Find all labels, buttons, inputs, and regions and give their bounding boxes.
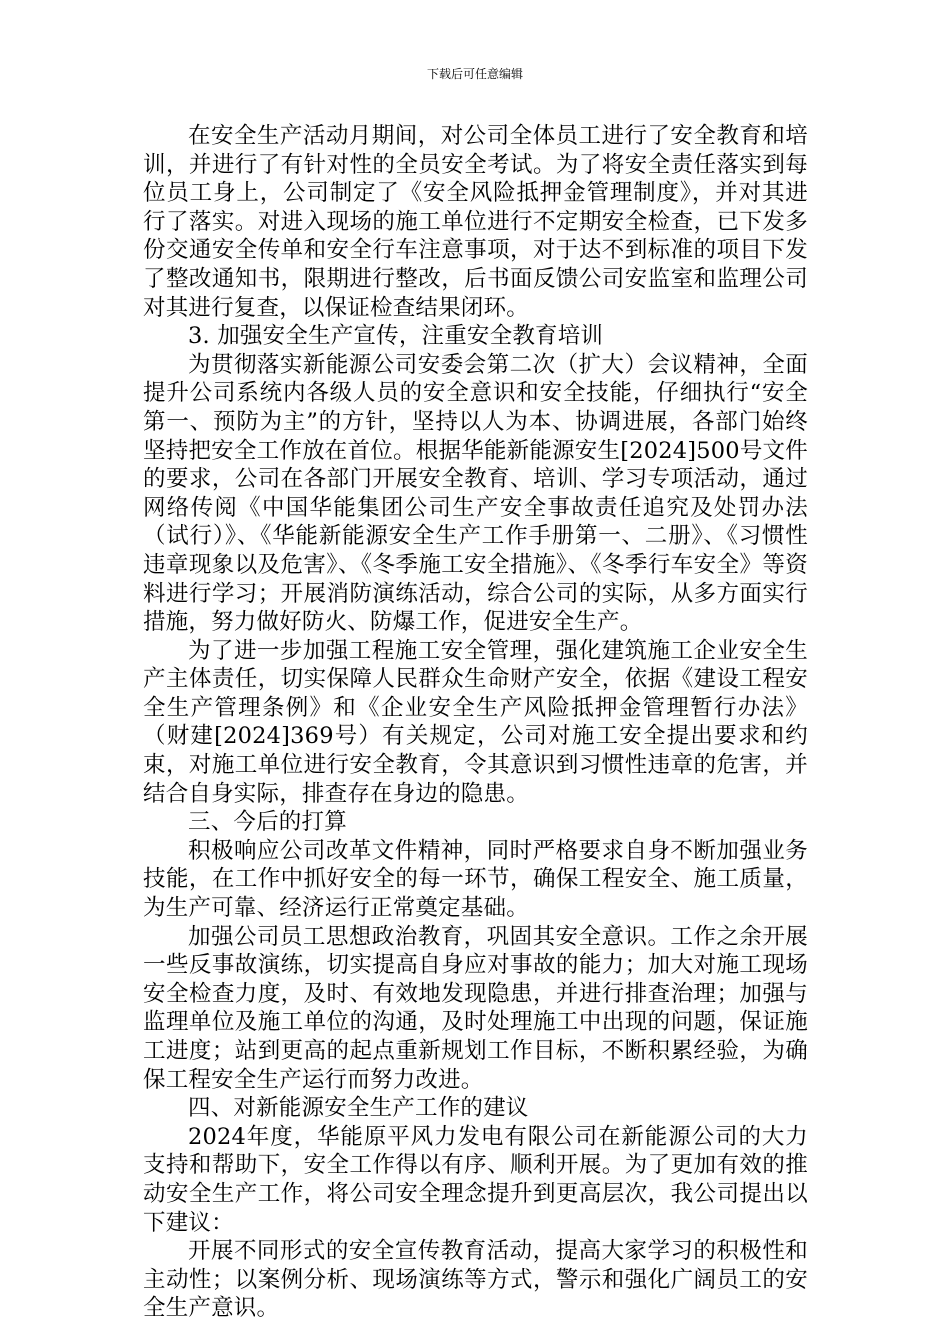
- document-body: [143, 122, 808, 1323]
- paragraph-safety-training: 为贯彻落实新能源公司安委会第二次（扩大）会议精神，全面提升公司系统内各级人员的安全意识和安全技能，仔细执行“安全第一、预防为主”的方针，坚持以人为本、协调进展，各部门始终坚持把安全工作放在首位。根据华能新能源安生[2024]500号文件的要求，公司在各部门开展安全教育、培训、学习专项活动，通过网络传阅《中国华能集团公司生产安全事故责任追究及处罚办法（试行）》、《华能新能源安全生产工作手册第一、二册》、《习惯性违章现象以及危害》、《冬季施工安全措施》、《冬季行车安全》等资料进行学习；开展消防演练活动，综合公司的实际，从多方面实行措施，努力做好防火、防爆工作，促进安全生产。: [143, 351, 808, 636]
- paragraph-suggestion-publicity: 开展不同形式的安全宣传教育活动，提高大家学习的积极性和主动性；以案例分析、现场演练等方式，警示和强化广阔员工的安全生产意识。: [143, 1238, 808, 1322]
- paragraph-construction-safety: 为了进一步加强工程施工安全管理，强化建筑施工企业安全生产主体责任，切实保障人民群众生命财产安全，依据《建设工程安全生产管理条例》和《企业安全生产风险抵押金管理暂行办法》（财建[2024]369号）有关规定，公司对施工安全提出要求和约束，对施工单位进行安全教育，令其意识到习惯性违章的危害，并结合自身实际，排查存在身边的隐患。: [143, 637, 808, 807]
- paragraph-political-education: 加强公司员工思想政治教育，巩固其安全意识。工作之余开展一些反事故演练，切实提高自身应对事故的能力；加大对施工现场安全检查力度，及时、有效地发现隐患，并进行排查治理；加强与监理单位及施工单位的沟通，及时处理施工中出现的问题，保证施工进度；站到更高的起点重新规划工作目标，不断积累经验，为确保工程安全生产运行而努力改进。: [143, 923, 808, 1093]
- paragraph-safety-month: 在安全生产活动月期间，对公司全体员工进行了安全教育和培训，并进行了有针对性的全员安全考试。为了将安全责任落实到每位员工身上，公司制定了《安全风险抵押金管理制度》，并对其进行了落实。对进入现场的施工单位进行不定期安全检查，已下发多份交通安全传单和安全行车注意事项，对于达不到标准的项目下发了整改通知书，限期进行整改，后书面反馈公司安监室和监理公司对其进行复查，以保证检查结果闭环。: [143, 123, 808, 321]
- heading-future-plans: 三、今后的打算: [188, 809, 347, 836]
- paragraph-annual-summary: 2024年度，华能原平风力发电有限公司在新能源公司的大力支持和帮助下，安全工作得以有序、顺利开展。为了更加有效的推动安全生产工作，将公司安全理念提升到更高层次，我公司提出以下建议：: [143, 1123, 808, 1236]
- paragraph-business-skills: 积极响应公司改革文件精神，同时严格要求自身不断加强业务技能，在工作中抓好安全的每一环节，确保工程安全、施工质量，为生产可靠、经济运行正常奠定基础。: [143, 837, 808, 922]
- heading-suggestions: 四、对新能源安全生产工作的建议: [188, 1095, 529, 1122]
- page-header-note: 下载后可任意编辑: [426, 67, 523, 81]
- heading-section-3: 3. 加强安全生产宣传，注重安全教育培训: [188, 323, 604, 350]
